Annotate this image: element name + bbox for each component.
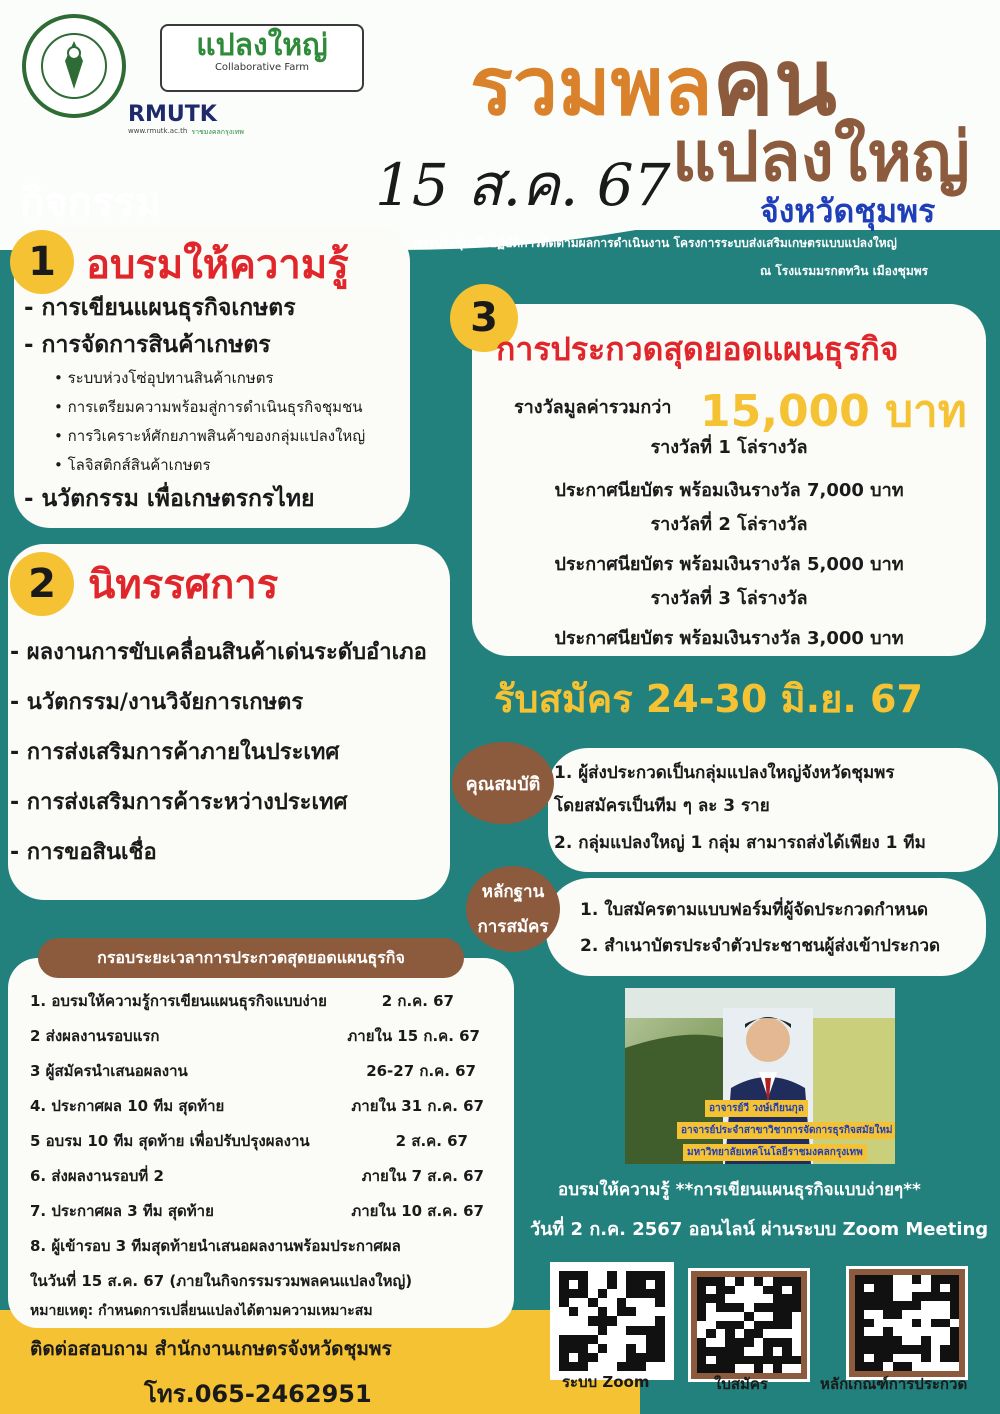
province: จังหวัดชุมพร	[760, 192, 936, 230]
timeline-title: กรอบระยะเวลาการประกวดสุดยอดแผนธุรกิจ	[38, 938, 464, 978]
documents-item: 1. ใบสมัครตามแบบฟอร์มที่ผู้จัดประกวดกำหนด	[580, 900, 929, 920]
section2-item: - การส่งเสริมการค้าระหว่างประเทศ	[10, 790, 348, 815]
speaker-university: มหาวิทยาลัยเทคโนโลยีราชมงคลกรุงเทพ	[683, 1144, 867, 1161]
timeline-row: 6. ส่งผลงานรอบที่ 2 ภายใน 7 ส.ค. 67	[30, 1167, 484, 1185]
section2-item: - การส่งเสริมการค้าภายในประเทศ	[10, 740, 340, 765]
qr-criteria-label: หลักเกณฑ์การประกวด	[820, 1375, 968, 1393]
section2-item: - ผลงานการขับเคลื่อนสินค้าเด่นระดับอำเภอ	[10, 640, 427, 665]
title-part2: คน	[712, 29, 837, 136]
collaborative-farm-logo	[160, 24, 364, 92]
qr-application[interactable]	[688, 1268, 810, 1382]
documents-item: 2. สำเนาบัตรประจำตัวประชาชนผู้ส่งเข้าประกวด	[580, 936, 941, 956]
timeline-row: 1. อบรมให้ความรู้การเขียนแผนธุรกิจแบบง่าย 2 ก.ค. 67	[30, 992, 454, 1010]
section1-subitem: • โลจิสติกส์สินค้าเกษตร	[54, 456, 211, 475]
documents-label-line2: การสมัคร	[477, 917, 549, 937]
timeline-row: 7. ประกาศผล 3 ทีม สุดท้าย ภายใน 10 ส.ค. 67	[30, 1202, 484, 1220]
section1-item: - การจัดการสินค้าเกษตร	[24, 331, 271, 358]
timeline-row: 2 ส่งผลงานรอบแรก ภายใน 15 ก.ค. 67	[30, 1027, 480, 1045]
section2-item: - นวัตกรรม/งานวิจัยการเกษตร	[10, 690, 304, 715]
department-seal-logo	[22, 14, 126, 118]
title-line2: แปลงใหญ่	[672, 118, 970, 197]
qualification-item: โดยสมัครเป็นทีม ๆ ละ 3 ราย	[554, 796, 770, 816]
collab-logo-thai: แปลงใหญ่	[196, 28, 328, 63]
training-line1: อบรมให้ความรู้ **การเขียนแผนธุรกิจแบบง่ายๆ**	[558, 1180, 921, 1200]
prize-total: 15,000 บาท	[700, 386, 967, 437]
qr-code-icon	[559, 1271, 665, 1371]
registration-dates: รับสมัคร 24-30 มิ.ย. 67	[494, 677, 923, 721]
qr-code-icon	[855, 1275, 959, 1371]
section2-item: - การขอสินเชื่อ	[10, 840, 157, 865]
prize-item: รางวัลที่ 3 โล่รางวัล	[650, 588, 808, 609]
subtitle-line1: การประชุมเชิงปฏิบัติการติดตามผลการดำเนินงาน โครงการระบบส่งเสริมเกษตรแบบแปลงใหญ่	[414, 236, 897, 250]
prize-item: ประกาศนียบัตร พร้อมเงินรางวัล 5,000 บาท	[554, 554, 904, 575]
prize-list	[476, 430, 982, 656]
training-line2: วันที่ 2 ก.ค. 2567 ออนไลน์ ผ่านระบบ Zoom Meeting	[530, 1219, 989, 1240]
prize-item: รางวัลที่ 2 โล่รางวัล	[650, 514, 808, 535]
activities-heading: กิจกรรม	[20, 180, 162, 226]
rmutk-sub: ราชมงคลกรุงเทพ	[191, 128, 244, 136]
documents-label	[466, 866, 560, 952]
qualification-list	[554, 756, 994, 864]
timeline-row8-line2: ในวันที่ 15 ส.ค. 67 (ภายในกิจกรรมรวมพลคนแปลงใหญ่)	[30, 1272, 413, 1290]
section1-title: อบรมให้ความรู้	[86, 242, 349, 288]
qr-zoom[interactable]	[550, 1262, 674, 1380]
prize-item: รางวัลที่ 1 โล่รางวัล	[650, 437, 808, 458]
timeline-row: 4. ประกาศผล 10 ทีม สุดท้าย ภายใน 31 ก.ค. 67	[30, 1097, 484, 1115]
prize-item: ประกาศนียบัตร พร้อมเงินรางวัล 3,000 บาท	[554, 628, 904, 649]
qr-zoom-label: ระบบ Zoom	[562, 1373, 650, 1391]
speaker-role: อาจารย์ประจำสาขาวิชาการจัดการธุรกิจสมัยใหม่	[677, 1122, 895, 1139]
section2-title: นิทรรศการ	[88, 562, 279, 608]
collab-logo-english: Collaborative Farm	[214, 62, 310, 73]
qualification-label: คุณสมบัติ	[452, 742, 554, 824]
section3-title: การประกวดสุดยอดแผนธุรกิจ	[496, 330, 899, 368]
qualification-item: 2. กลุ่มแปลงใหญ่ 1 กลุ่ม สามารถส่งได้เพียง 1 ทีม	[554, 833, 926, 853]
qr-code-icon	[697, 1277, 801, 1373]
section1-last-item: - นวัตกรรม เพื่อเกษตรกรไทย	[24, 485, 315, 512]
documents-label-line1: หลักฐาน	[481, 882, 545, 902]
section2-list	[10, 628, 450, 878]
timeline-table	[30, 984, 490, 1299]
rmutk-logo-text: RMUTK	[128, 102, 217, 127]
qualification-item: 1. ผู้ส่งประกวดเป็นกลุ่มแปลงใหญ่จังหวัดชุมพร	[554, 763, 895, 783]
speaker-name: อาจารย์วี วงษ์เกียนกุล	[705, 1100, 808, 1117]
title-part1: รวมพล	[470, 40, 713, 133]
subtitle-line2: ณ โรงแรมมรกตทวิน เมืองชุมพร	[760, 264, 929, 278]
qr-criteria[interactable]	[846, 1266, 968, 1380]
section1-item: - การเขียนแผนธุรกิจเกษตร	[24, 295, 296, 321]
speaker-photo	[625, 988, 895, 1164]
rmutk-url: www.rmutk.ac.th	[128, 127, 188, 135]
prize-label: รางวัลมูลค่ารวมกว่า	[514, 397, 672, 418]
timeline-note: หมายเหตุ: กำหนดการเปลี่ยนแปลงได้ตามความเหมาะสม	[30, 1303, 373, 1319]
prize-item: ประกาศนียบัตร พร้อมเงินรางวัล 7,000 บาท	[554, 480, 904, 501]
section3-number: 3	[450, 284, 518, 352]
section1-number: 1	[10, 230, 74, 294]
contact-phone: โทร.065-2462951	[144, 1380, 372, 1408]
section1-list	[24, 290, 414, 517]
qr-application-label: ใบสมัคร	[714, 1375, 768, 1393]
section1-subitem: • ระบบห่วงโซ่อุปทานสินค้าเกษตร	[54, 368, 274, 387]
section2-number: 2	[10, 552, 74, 616]
event-date: 15 ส.ค. 67	[375, 151, 671, 219]
timeline-row: 5 อบรม 10 ทีม สุดท้าย เพื่อปรับปรุงผลงาน 2 ส.ค. 67	[30, 1132, 468, 1150]
timeline-row8-line1: 8. ผู้เข้ารอบ 3 ทีมสุดท้ายนำเสนอผลงานพร้อมประกาศผล	[30, 1237, 401, 1255]
section1-subitem: • การเตรียมความพร้อมสู่การดำเนินธุรกิจชุมชน	[54, 397, 363, 416]
timeline-row: 3 ผู้สมัครนำเสนอผลงาน 26-27 ก.ค. 67	[30, 1062, 476, 1080]
contact-line1: ติดต่อสอบถาม สำนักงานเกษตรจังหวัดชุมพร	[30, 1338, 392, 1360]
documents-list	[580, 892, 980, 964]
section1-subitem: • การวิเคราะห์ศักยภาพสินค้าของกลุ่มแปลงใหญ่	[54, 427, 366, 446]
rmutk-logo	[128, 103, 258, 139]
